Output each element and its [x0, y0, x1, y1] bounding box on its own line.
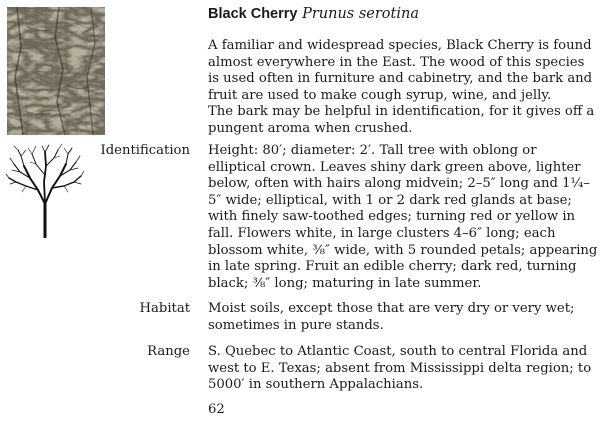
- page-number: 62: [208, 402, 225, 417]
- species-title: [208, 5, 419, 23]
- intro-paragraph: The bark may be helpful in identification, for it gives off a pungent aroma when crushed.: [208, 104, 595, 136]
- habitat-text: Moist soils, except those that are very dry or very wet; sometimes in pure stands.: [208, 301, 575, 333]
- intro-paragraph: A familiar and widespread species, Black Cherry is found almost everywhere in the East. The wood of this species is used often in furniture and cabinetry, and the bark and fruit are used to make cough syrup, wine, and jelly.: [208, 38, 593, 103]
- scientific-name: Prunus serotina: [302, 6, 419, 22]
- bark-photo: [7, 7, 105, 135]
- common-name: Black Cherry: [208, 6, 298, 22]
- range-text: S. Quebec to Atlantic Coast, south to central Florida and west to E. Texas; absent from Mississippi delta region; to 5000′ in southern Appalachians.: [208, 344, 592, 393]
- habitat-label: Habitat: [139, 301, 190, 316]
- bark-texture-photo: [7, 7, 105, 135]
- identification-label: Identification: [100, 143, 190, 158]
- intro-text: [208, 38, 598, 138]
- range-label: Range: [147, 344, 190, 359]
- identification-text: Height: 80′; diameter: 2′. Tall tree with oblong or elliptical crown. Leaves shiny dark green above, lighter below, often with hairs along midvein; 2–5″ long and 1¼–5″ wide; elliptical, with 1 or 2 dark red glands at base; with finely saw-toothed edges; turning red or yellow in fall. Flowers white, in large clusters 4–6″ long; each blossom white, ⅜″ wide, with 5 rounded petals; appearing in late spring. Fruit an edible cherry; dark red, turning black; ⅜″ long; maturing in late summer.: [208, 143, 598, 291]
